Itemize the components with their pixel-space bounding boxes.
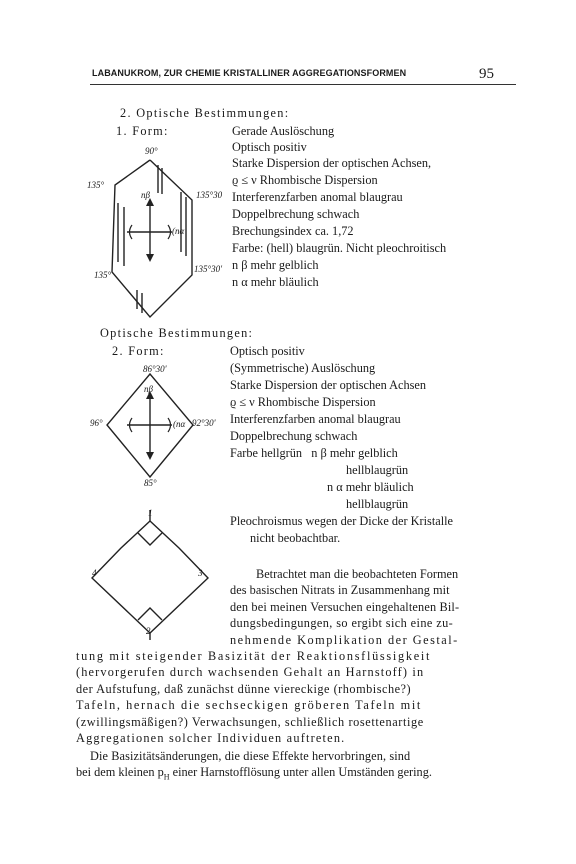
- angle-label: 86°30': [143, 364, 167, 374]
- property-line: (Symmetrische) Auslöschung: [230, 361, 376, 375]
- body-line: (zwillingsmäßigen?) Verwachsungen, schließlich rosettenartige: [76, 714, 424, 729]
- property-line: Doppelbrechung schwach: [232, 207, 360, 221]
- body-line: [76, 764, 506, 786]
- body-line: Aggregationen solcher Individuen auftreten.: [76, 731, 346, 746]
- n-beta-label: nβ: [141, 190, 150, 200]
- subscript: H: [163, 772, 170, 782]
- n-alpha-label: (nα: [173, 419, 186, 429]
- body-line: den bei meinen Versuchen eingehaltenen Bil-: [230, 599, 460, 614]
- n-alpha-label: (nα: [172, 226, 185, 236]
- property-line: Pleochroismus wegen der Dicke der Kristalle: [230, 514, 453, 528]
- body-line: dungsbedingungen, so ergibt sich eine zu-: [230, 616, 454, 631]
- section1-heading: 2. Optische Bestimmungen:: [120, 106, 290, 120]
- property-line: ϱ ≤ ν Rhombische Dispersion: [232, 173, 378, 187]
- property-line: Interferenzfarben anomal blaugrau: [232, 190, 403, 204]
- body-line: tung mit steigender Basizität der Reaktionsflüssigkeit: [76, 649, 432, 663]
- body-paragraph-last: [76, 748, 506, 786]
- section1-form-label: 1. Form:: [116, 124, 169, 138]
- angle-label: 135°30: [196, 190, 223, 200]
- property-line: Brechungsindex ca. 1,72: [232, 224, 354, 238]
- property-line: Starke Dispersion der optischen Achsen,: [232, 156, 432, 170]
- body-line: Die Basizitätsänderungen, die diese Effekte hervorbringen, sind: [90, 749, 411, 763]
- body-paragraph-full: [76, 648, 506, 746]
- property-line: Optisch positiv: [230, 344, 305, 358]
- property-line: Interferenzfarben anomal blaugrau: [230, 412, 401, 426]
- body-line: Betrachtet man die beobachteten Formen: [256, 567, 459, 581]
- property-line: Doppelbrechung schwach: [230, 429, 358, 443]
- property-line: Gerade Auslöschung: [232, 124, 335, 138]
- angle-label: 90°: [145, 146, 158, 156]
- n-beta-label: nβ: [144, 384, 153, 394]
- property-line: Starke Dispersion der optischen Achsen: [230, 378, 427, 392]
- property-line: n α mehr bläulich: [232, 275, 319, 289]
- body-line: nehmende Komplikation der Gestal-: [230, 632, 459, 647]
- page-number: 95: [479, 66, 494, 82]
- twin-label: 4: [92, 568, 97, 578]
- body-line: der Aufstufung, daß zunächst dünne viereckige (rhombische?): [76, 681, 412, 696]
- angle-label: 135°: [87, 180, 105, 190]
- property-line: Farbe hellgrün n β mehr gelblich: [230, 446, 398, 460]
- property-line: hellblaugrün: [346, 497, 409, 511]
- text-segment: einer Harnstofflösung unter allen Umständen gering.: [169, 765, 432, 780]
- angle-label: 135°30': [194, 264, 223, 274]
- property-line: Optisch positiv: [232, 140, 307, 154]
- text-segment: bei dem kleinen p: [76, 765, 164, 780]
- angle-label: 135°: [94, 270, 112, 280]
- body-paragraph-narrow: [230, 566, 502, 648]
- body-line: (hervorgerufen durch wachsenden Gehalt an Harnstoff) in: [76, 665, 425, 680]
- property-line: nicht beobachtbar.: [250, 531, 341, 545]
- body-line: Tafeln, hernach die sechseckigen gröberen Tafeln mit: [76, 698, 422, 713]
- section2-form-label: 2. Form:: [112, 344, 165, 358]
- twin-label: 1: [148, 508, 153, 518]
- property-line: n β mehr gelblich: [232, 258, 319, 272]
- angle-label: 85°: [144, 478, 157, 488]
- angle-label: 92°30': [192, 418, 216, 428]
- property-line: hellblaugrün: [346, 463, 409, 477]
- twin-label: 2: [146, 626, 151, 636]
- property-line: ϱ ≤ ν Rhombische Dispersion: [230, 395, 376, 409]
- twin-label: 3: [198, 568, 203, 578]
- body-line: des basischen Nitrats in Zusammenhang mit: [230, 583, 450, 598]
- angle-label: 96°: [90, 418, 103, 428]
- running-title: LABANUKROM, ZUR CHEMIE KRISTALLINER AGGREGATIONSFORMEN: [92, 68, 407, 78]
- section2-heading: Optische Bestimmungen:: [100, 326, 254, 340]
- property-line: Farbe: (hell) blaugrün. Nicht pleochroitisch: [232, 241, 447, 255]
- property-line: n α mehr bläulich: [327, 480, 414, 494]
